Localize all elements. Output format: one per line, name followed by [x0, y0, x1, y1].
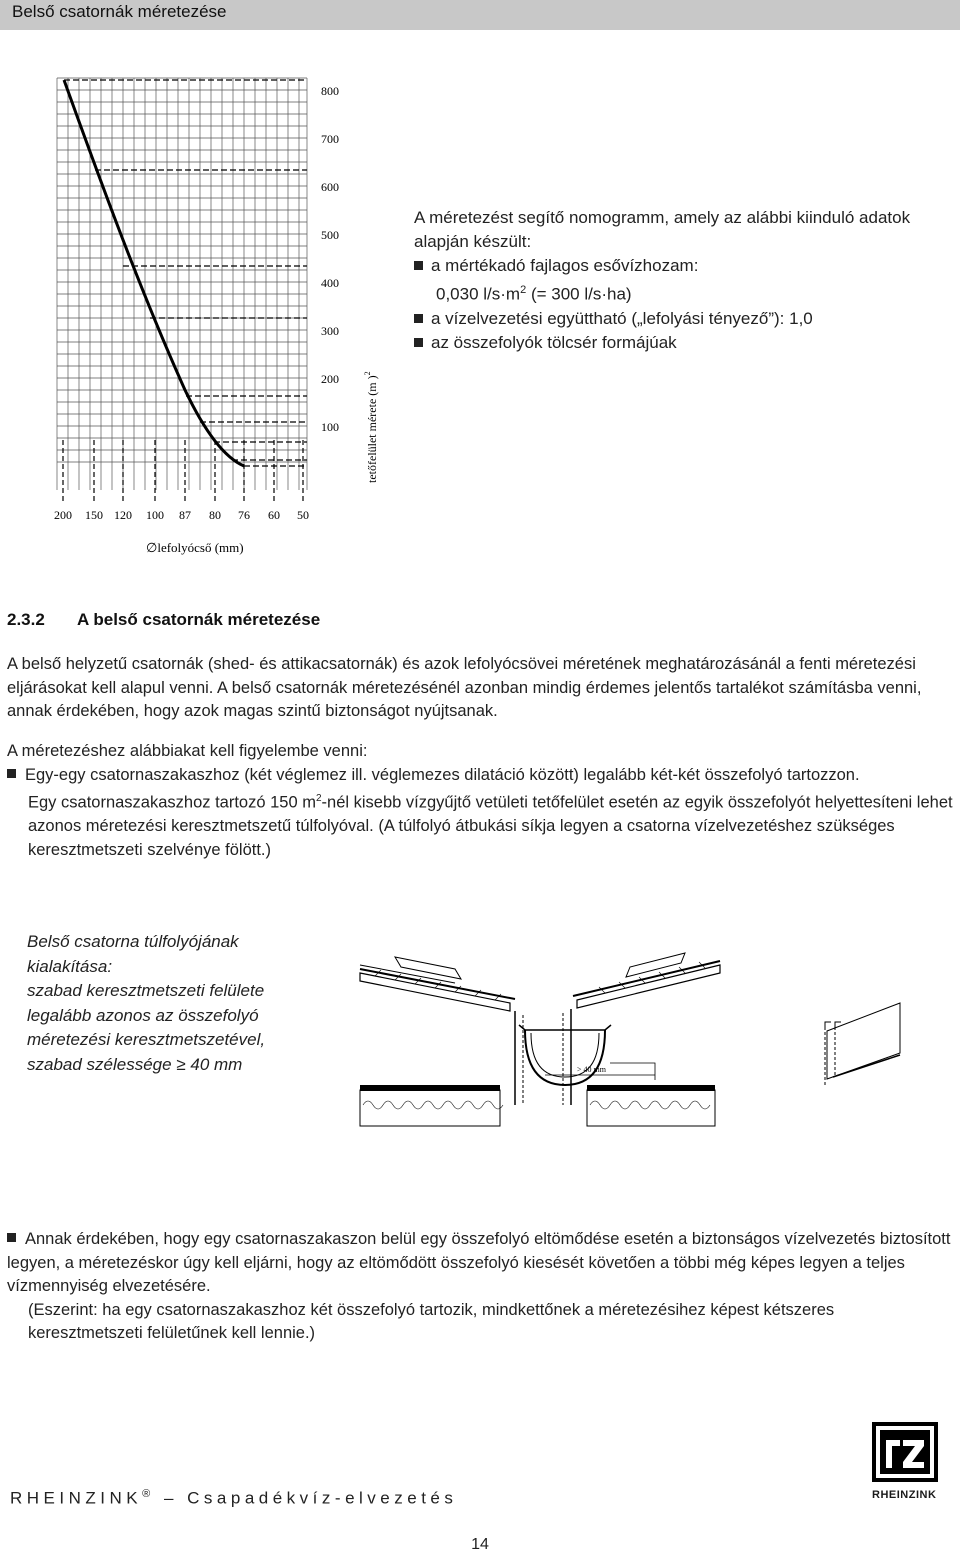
paragraph-2-continuation: Egy csatornaszakaszhoz tartozó 150 $m^2$-nél kisebb vízgyűjtő vetületi tetőfelület esetén az egyik összefolyót helyettesíteni lehet azonos méretezési keresztmetszetű túlfolyóval. (A túlfolyó átbukási síkja legyen a csatorna vízelvezetéshez szükséges keresztmetszeti szelvénye fölött.)	[28, 793, 953, 859]
y-tick-label: 300	[321, 324, 339, 338]
y-tick-label: 100	[321, 420, 339, 434]
square-bullet-icon	[7, 769, 16, 778]
square-bullet-icon	[7, 1233, 16, 1242]
nomogram-chart	[0, 60, 400, 560]
nomogram-x-ticks	[54, 508, 309, 522]
logo-wordmark: RHEINZINK	[872, 1489, 937, 1501]
page-number: 14	[471, 1536, 489, 1553]
y-tick-label: 700	[321, 132, 339, 146]
section-number: 2.3.2	[7, 610, 45, 629]
left-roof-slope	[360, 973, 510, 1011]
x-tick-label: 87	[179, 508, 191, 522]
paragraph-2-lead: A méretezéshez alábbiakat kell figyelembe venni:	[7, 742, 368, 760]
x-tick-label: 50	[297, 508, 309, 522]
paragraph-1: A belső helyzetű csatornák (shed- és attikacsatornák) és azok lefolyócsövei méretének meghatározásánál a fenti méretezési eljárásokat kell alapul venni. A belső csatornák méretezésénél azonban mindig érdemes jelentős tartalékot számításba venni, annak érdekében, hogy azok magas szintű biztonságot nyújtsanak.	[7, 655, 922, 720]
nomogram-grid	[57, 78, 307, 490]
section-title: A belső csatornák méretezése	[77, 610, 321, 629]
nomogram-y-ticks	[321, 84, 339, 434]
y-tick-label: 500	[321, 228, 339, 242]
y-tick-label: 200	[321, 372, 339, 386]
rheinzink-logo-mark	[872, 1422, 944, 1494]
section-heading	[7, 610, 320, 630]
y-tick-label: 800	[321, 84, 339, 98]
y-tick-label: 600	[321, 180, 339, 194]
paragraph-2	[7, 740, 953, 862]
square-bullet-icon	[414, 314, 423, 323]
x-tick-label: 150	[85, 508, 103, 522]
nomogram-x-axis-label: ∅lefolyócső (mm)	[146, 540, 244, 555]
dimension-label: > 40 mm	[577, 1065, 606, 1074]
intro-item-continuation: 0,030 $l/s\cdot m^2$ (= 300 l/s·ha)	[436, 284, 632, 304]
intro-item: az összefolyók tölcsér formájúak	[414, 331, 954, 355]
footer-brand: RHEINZINK® – Csapadékvíz-elvezetés	[10, 1488, 458, 1508]
gutter-overflow-detail-drawing	[355, 935, 915, 1135]
page-header-title: Belső csatornák méretezése	[12, 2, 227, 21]
x-tick-label: 200	[54, 508, 72, 522]
nomogram-y-axis-label: tetőfelület mérete (m )$^2$	[363, 371, 379, 483]
y-tick-label: 400	[321, 276, 339, 290]
paragraph-2-bullet: Egy-egy csatornaszakaszhoz (két véglemez ill. véglemezes dilatáció között) legalább két-két összefolyó tartozzon.	[7, 764, 953, 788]
paragraph-3	[7, 1228, 953, 1346]
nomogram-description	[414, 206, 954, 355]
nomogram-dashed-lines	[63, 80, 307, 502]
insulation-layer	[360, 1090, 500, 1126]
intro-line: A méretezést segítő nomogramm, amely az alábbi kiinduló adatok alapján készült:	[414, 208, 911, 251]
rheinzink-logo	[872, 1422, 944, 1501]
intro-item: a vízelvezetési együttható („lefolyási tényező”): 1,0	[414, 307, 954, 331]
intro-item: a mértékadó fajlagos esővízhozam:	[414, 254, 954, 278]
x-tick-label: 120	[114, 508, 132, 522]
x-tick-label: 60	[268, 508, 280, 522]
paragraph-3-bullet: Annak érdekében, hogy egy csatornaszakaszon belül egy összefolyó eltömődése esetén a biztonságos vízelvezetés biztosított legyen, a méretezéskor úgy kell eljárni, hogy az eltömődött összefolyó kiesését követően a többi még képes legyen a teljes vízmennyiség elvezetésére.	[7, 1230, 951, 1295]
square-bullet-icon	[414, 261, 423, 270]
x-tick-label: 76	[238, 508, 250, 522]
figure-caption: Belső csatorna túlfolyójának kialakítása: szabad keresztmetszeti felülete legalább azonos az összefolyó méretezési keresztmetszetével, szabad szélessége ≥ 40 mm	[27, 932, 266, 1074]
x-tick-label: 80	[209, 508, 221, 522]
x-tick-label: 100	[146, 508, 164, 522]
paragraph-3-note: (Eszerint: ha egy csatornaszakaszhoz két összefolyó tartozik, mindkettőnek a méretezésihez képest kétszeres keresztmetszeti felületűnek kell lennie.)	[28, 1300, 835, 1342]
square-bullet-icon	[414, 338, 423, 347]
